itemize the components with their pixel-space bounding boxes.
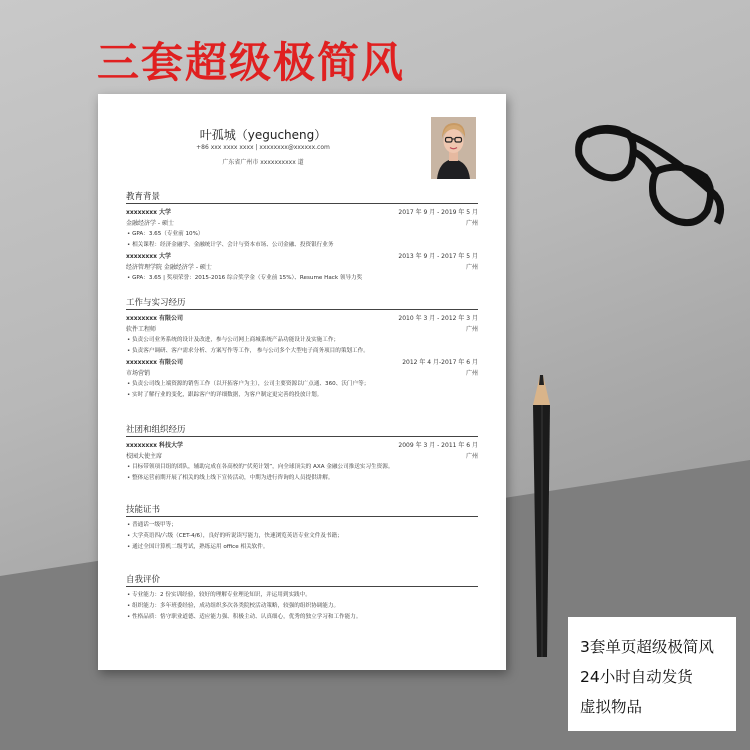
entry-date: 2009 年 3 月 - 2011 年 6 月 [398,442,478,449]
org-name: xxxxxxxx 科技大学 [126,442,184,449]
section-work [126,296,478,401]
entry-date: 2012 年 4 月-2017 年 6 月 [402,359,478,366]
entry-city: 广州 [465,264,478,271]
section-title: 工作与实习经历 [126,296,478,310]
section-club [126,423,478,484]
section-skills [126,503,478,553]
club-entry [126,440,478,484]
section-education [126,190,478,284]
entry-city: 广州 [465,220,478,227]
resume-contact: +86 xxx xxxx xxxx | xxxxxxxx@xxxxxx.com [196,144,330,151]
bullet-item: • 通过全国计算机二级考试，熟练运用 office 相关软件。 [126,542,478,553]
section-title: 教育背景 [126,190,478,204]
section-self-evaluation [126,573,478,623]
resume-sheet [98,94,506,670]
section-title: 社团和组织经历 [126,423,478,437]
info-line-1: 3套单页超级极简风 [580,638,714,656]
bullet-item: • 整体运营前期开展了相关的线上线下宣传活动，中期为进行咨询的人员提供讲解。 [126,473,478,484]
section-title: 技能证书 [126,503,478,517]
skills-list [126,520,478,553]
school-name: xxxxxxxx 大学 [126,209,172,216]
product-info-card [568,617,736,731]
work-entry [126,357,478,401]
company-name: xxxxxxxx 有限公司 [126,359,184,366]
bullet-item: • 实时了解行业的变化，跟踪客户的详细数据，为客户制定更完善的投放计划。 [126,390,478,401]
bullet-item: • 负责公司业务系统的设计及改进，参与公司网上商城系统产品功能设计及实施工作； [126,335,478,346]
resume-name: 叶孤城（yegucheng） [199,128,327,142]
entry-city: 广州 [465,370,478,377]
resume-address: 广东省广州市 xxxxxxxxxx 道 [222,159,304,166]
education-entry [126,207,478,251]
major: 经济管理学院 金融经济学 - 硕士 [126,264,212,271]
entry-city: 广州 [465,453,478,460]
glasses-icon [565,115,730,245]
club-role: 校园大使主席 [126,453,163,460]
bullet-item: • GPA：3.65 | 奖项荣誉：2015-2016 综合奖学金（专业前 15%）、Resume Hack 领导力奖 [126,273,478,284]
job-role: 市场营销 [126,370,151,377]
entry-date: 2010 年 3 月 - 2012 年 3 月 [398,315,478,322]
pencil-icon [528,375,558,660]
bullet-item: • 普通话一级甲等； [126,520,478,531]
major: 金融经济学 - 硕士 [126,220,174,227]
company-name: xxxxxxxx 有限公司 [126,315,184,322]
entry-city: 广州 [465,326,478,333]
bullet-item: • 负责公司线上端资源的销售工作（以开拓客户为主），公司主要资源以广点通、360、沃门户等； [126,379,478,390]
portrait-image [431,117,476,179]
bullet-item: • GPA：3.65（专业前 10%） [126,229,478,240]
bullet-item: • 目标带领项目组的团队，辅助完成在各高校的“伏苑计划”，向全球顶尖的 AXA 金融公司推送实习生资源。 [126,462,478,473]
banner-title: 三套超级极简风 [97,38,406,87]
profile-photo [431,117,476,179]
bullet-item: • 负责客户调研、客户需求分析、方案写作等工作， 参与公司多个大型电子商务项目的策划工作。 [126,346,478,357]
work-entry [126,313,478,357]
bullet-item: • 组织能力：多年班委经验，成功组织多次各类院校活动策略，较强的组织协调能力。 [126,601,478,612]
job-role: 软件工程师 [126,326,157,333]
info-line-2: 24小时自动发货 [580,668,693,686]
entry-date: 2013 年 9 月 - 2017 年 5 月 [398,253,478,260]
info-line-3: 虚拟物品 [580,698,643,716]
bullet-item: • 相关课程：经济金融学、金融统计学、会计与资本市场、公司金融、投资银行业务 [126,240,478,251]
section-title: 自我评价 [126,573,478,587]
school-name: xxxxxxxx 大学 [126,253,172,260]
bullet-item: • 大学英语四/六级（CET-4/6），良好的听说读写能力，快速浏览英语专业文件及书籍； [126,531,478,542]
resume-header [98,94,506,194]
bullet-item: • 专业能力：2 份实训经验，较好的理解专业理论知识，并运用到实践中。 [126,590,478,601]
education-entry [126,251,478,284]
bullet-item: • 性格品质：恪守职业道德、适应能力强、积极主动、认真细心，优秀的独立学习和工作能力。 [126,612,478,623]
entry-date: 2017 年 9 月 - 2019 年 5 月 [398,209,478,216]
self-list [126,590,478,623]
